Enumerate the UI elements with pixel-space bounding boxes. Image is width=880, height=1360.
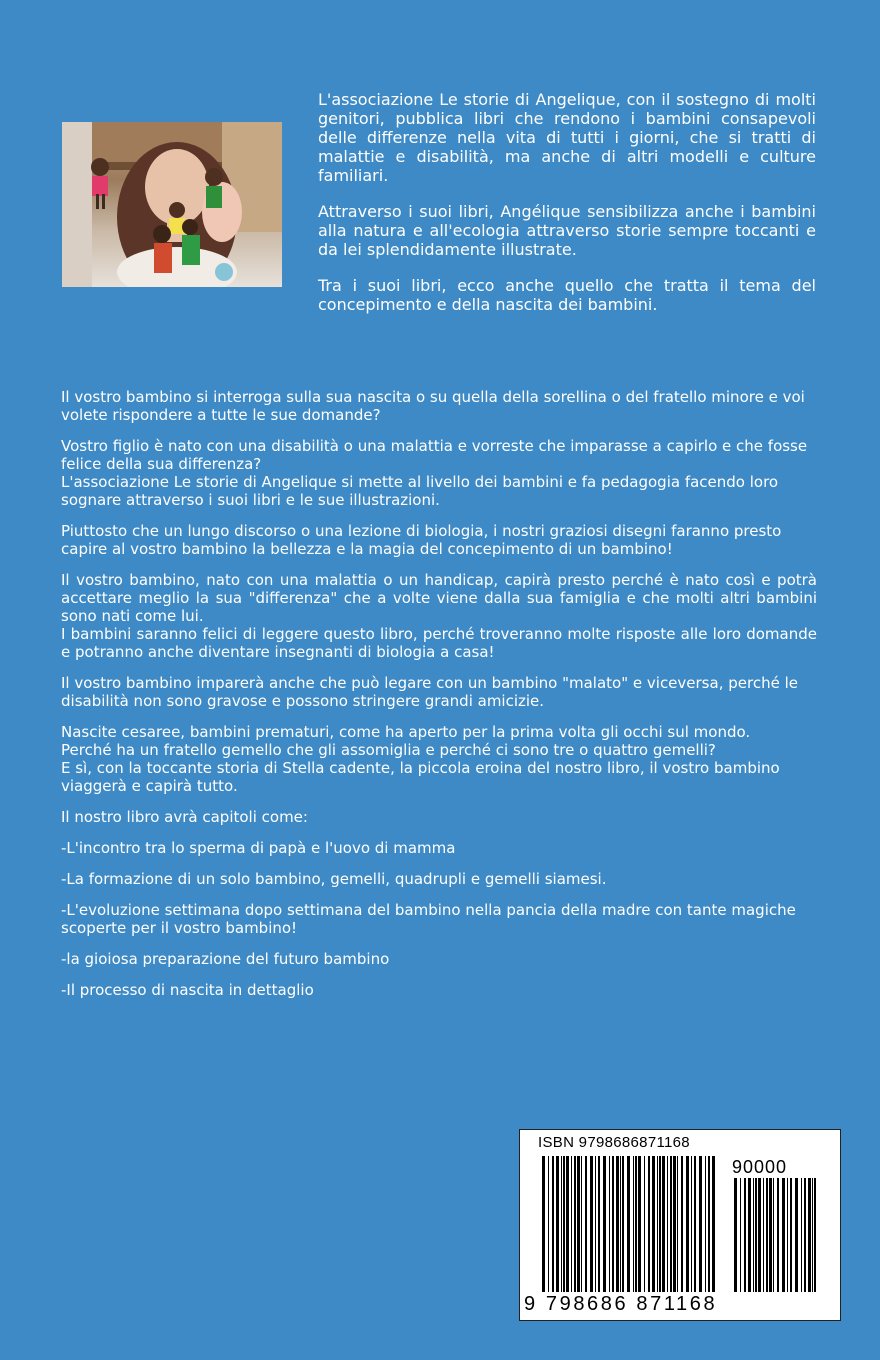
body-paragraph: Il vostro bambino si interroga sulla sua nascita o su quella della sorellina o del fratello minore e voi volete rispondere a tutte le sue domande? <box>61 388 805 424</box>
barcode-bar <box>804 1178 806 1292</box>
barcode-bar <box>708 1156 710 1292</box>
chapters-intro: Il nostro libro avrà capitoli come: <box>61 808 308 826</box>
chapter-item: -Il processo di nascita in dettaglio <box>61 981 314 999</box>
isbn-label: ISBN 9798686871168 <box>538 1134 690 1151</box>
barcode-bar <box>574 1156 576 1292</box>
barcode-bar <box>734 1178 737 1292</box>
body-paragraph <box>61 723 817 795</box>
book-description <box>61 388 817 1012</box>
barcode-bar <box>635 1156 637 1292</box>
barcode-bar <box>766 1178 768 1292</box>
barcode-bar <box>598 1156 600 1292</box>
barcode-bar <box>755 1178 757 1292</box>
barcode-bar <box>609 1156 610 1292</box>
barcode-bar <box>670 1156 672 1292</box>
barcode-bar <box>603 1156 606 1292</box>
barcode-bar <box>787 1178 788 1292</box>
barcode-bar <box>694 1156 696 1292</box>
barcode-bar <box>705 1156 706 1292</box>
barcode-bar <box>585 1156 587 1292</box>
body-line: L'associazione Le storie di Angelique si mette al livello dei bambini e fa pedagogia facendo loro sognare attraverso i suoi libri e le sue illustrazioni. <box>61 473 779 509</box>
author-photo-illustration <box>62 122 282 287</box>
barcode-bar <box>681 1156 683 1292</box>
barcode-bar <box>590 1156 593 1292</box>
barcode-bar <box>595 1156 596 1292</box>
barcode-bar <box>652 1156 655 1292</box>
barcode-bar <box>659 1156 661 1292</box>
body-line: E sì, con la toccante storia di Stella cadente, la piccola eroina del nostro libro, il vostro bambino viaggerà e capirà tutto. <box>61 759 780 795</box>
barcode-bar <box>548 1156 549 1292</box>
chapter-item: -La formazione di un solo bambino, gemelli, quadrupli e gemelli siamesi. <box>61 870 607 888</box>
author-photo <box>62 122 282 287</box>
barcode-bar <box>712 1156 715 1292</box>
barcode-bar <box>677 1156 678 1292</box>
isbn-barcode <box>519 1129 841 1321</box>
barcode-bar <box>638 1156 641 1292</box>
barcode-bar <box>556 1156 559 1292</box>
barcode-bar <box>563 1156 565 1292</box>
barcode-bar <box>673 1156 676 1292</box>
body-line: Vostro figlio è nato con una disabilità o una malattia e vorreste che imparasse a capirlo e che fosse felice della sua differenza? <box>61 437 808 473</box>
barcode-bar <box>744 1178 746 1292</box>
barcode-bar <box>622 1156 624 1292</box>
barcode-bar <box>753 1178 754 1292</box>
body-line: Nascite cesaree, bambini prematuri, come ha aperto per la prima volta gli occhi sul mondo. <box>61 723 751 741</box>
body-paragraph <box>61 437 817 509</box>
barcode-bar <box>581 1156 582 1292</box>
body-paragraph: Piuttosto che un lungo discorso o una lezione di biologia, i nostri graziosi disegni faranno presto capire al vostro bambino la bellezza e la magia del concepimento di un bambino! <box>61 522 782 558</box>
barcode-bar <box>633 1156 634 1292</box>
barcode-bar <box>616 1156 619 1292</box>
body-line: I bambini saranno felici di leggere questo libro, perché troveranno molte risposte alle loro domande e potranno anche diventare insegnanti di biologia a casa! <box>61 625 817 661</box>
barcode-bar <box>769 1178 772 1292</box>
barcode-bar <box>773 1178 774 1292</box>
barcode-bar <box>577 1156 580 1292</box>
barcode-bar <box>691 1156 692 1292</box>
barcode-bar <box>808 1178 811 1292</box>
barcode-bar <box>758 1178 761 1292</box>
barcode-bar <box>699 1156 702 1292</box>
barcode-bar <box>648 1156 650 1292</box>
barcode-bar <box>571 1156 572 1292</box>
barcode-bars <box>520 1130 840 1320</box>
intro-paragraph: L'associazione Le storie di Angelique, con il sostegno di molti genitori, pubblica libri che rendono i bambini consapevoli delle differenze nella vita di tutti i giorni, che si tratti di malattie e disabilità, ma anche di altri modelli e culture familiari. <box>318 90 816 185</box>
barcode-bar <box>612 1156 614 1292</box>
barcode-bar <box>748 1178 751 1292</box>
barcode-bar <box>814 1178 816 1292</box>
barcode-bar <box>795 1178 798 1292</box>
body-line: Perché ha un fratello gemello che gli assomiglia e perché ci sono tre o quattro gemelli? <box>61 741 716 759</box>
barcode-digits: 9 798686 871168 <box>524 1293 718 1315</box>
barcode-bar <box>801 1178 802 1292</box>
barcode-bar <box>644 1156 645 1292</box>
barcode-bar <box>812 1178 813 1292</box>
barcode-bar <box>763 1178 764 1292</box>
chapter-item: -la gioiosa preparazione del futuro bambino <box>61 950 390 968</box>
intro-paragraph: Attraverso i suoi libri, Angélique sensibilizza anche i bambini alla natura e all'ecologia attraverso storie sempre toccanti e da lei splendidamente illustrate. <box>318 202 816 259</box>
barcode-bar <box>662 1156 665 1292</box>
chapter-item: -L'evoluzione settimana dopo settimana del bambino nella pancia della madre con tante magiche scoperte per il vostro bambino! <box>61 901 796 937</box>
barcode-bar <box>542 1156 545 1292</box>
barcode-bar <box>782 1178 785 1292</box>
chapter-item: -L'incontro tra lo sperma di papà e l'uovo di mamma <box>61 839 456 857</box>
barcode-bar <box>667 1156 668 1292</box>
barcode-bar <box>790 1178 792 1292</box>
barcode-bar <box>686 1156 689 1292</box>
barcode-bar <box>657 1156 658 1292</box>
barcode-bar <box>552 1156 554 1292</box>
barcode-bar <box>777 1178 779 1292</box>
barcode-bar <box>627 1156 630 1292</box>
price-code: 90000 <box>732 1157 788 1177</box>
body-line: Il vostro bambino, nato con una malattia o un handicap, capirà presto perché è nato così e potrà accettare meglio la sua "differenza" che a volte viene dalla sua famiglia e che molti altri bambini sono nati come lui. <box>61 571 817 625</box>
barcode-bar <box>620 1156 621 1292</box>
barcode-bar <box>561 1156 562 1292</box>
association-intro <box>318 90 816 331</box>
body-paragraph <box>61 571 817 661</box>
body-paragraph: Il vostro bambino imparerà anche che può legare con un bambino "malato" e viceversa, perché le disabilità non sono gravose e possono stringere grandi amicizie. <box>61 674 798 710</box>
barcode-bar <box>740 1178 741 1292</box>
barcode-bar <box>566 1156 569 1292</box>
intro-paragraph: Tra i suoi libri, ecco anche quello che tratta il tema del concepimento e della nascita dei bambini. <box>318 276 816 314</box>
